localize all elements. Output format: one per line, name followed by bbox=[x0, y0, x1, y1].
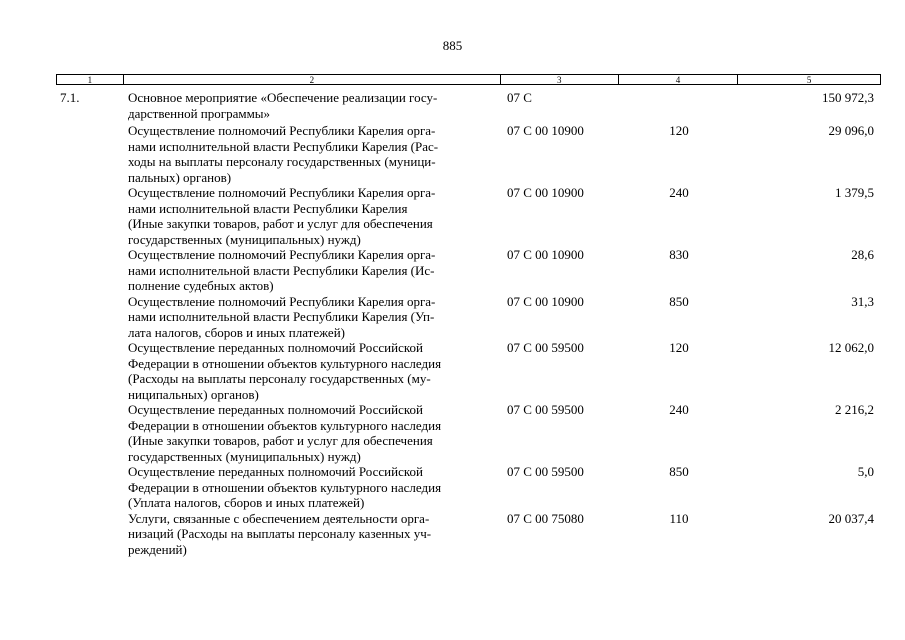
expense-type-code: 240 bbox=[669, 185, 689, 200]
table-row bbox=[56, 511, 881, 558]
description-line: нами исполнительной власти Республики Карелия bbox=[128, 200, 408, 216]
description-line: реждений) bbox=[128, 541, 187, 557]
description-line: Федерации в отношении объектов культурного наследия bbox=[128, 479, 442, 495]
expense-type-code: 240 bbox=[669, 402, 689, 417]
expense-type-code: 120 bbox=[669, 123, 689, 138]
expense-type-code: 110 bbox=[669, 510, 689, 526]
expense-type-code: 120 bbox=[669, 340, 689, 355]
row-description bbox=[128, 123, 496, 185]
target-article-code: 07 С 00 10900 bbox=[507, 293, 584, 309]
amount: 2 216,2 bbox=[835, 402, 874, 417]
row-description bbox=[128, 402, 496, 464]
description-line: государственных (муниципальных) нужд) bbox=[128, 231, 361, 247]
description-line: Федерации в отношении объектов культурного наследия bbox=[128, 417, 442, 433]
amount: 31,3 bbox=[851, 293, 874, 309]
target-article-code: 07 С 00 59500 bbox=[507, 402, 584, 417]
header-col-5: 5 bbox=[806, 75, 812, 85]
description-line: пальных) органов) bbox=[128, 169, 232, 185]
row-description bbox=[128, 464, 496, 511]
target-article-code: 07 С bbox=[507, 90, 532, 105]
table-row bbox=[56, 464, 881, 511]
target-article-code: 07 С 00 10900 bbox=[507, 185, 584, 200]
table-row bbox=[56, 294, 881, 341]
target-article-code: 07 С 00 10900 bbox=[507, 123, 584, 138]
row-description bbox=[128, 511, 496, 558]
header-col-1: 1 bbox=[57, 75, 124, 84]
target-article-code: 07 С 00 59500 bbox=[507, 464, 584, 479]
description-line: Осуществление переданных полномочий Российской bbox=[128, 340, 423, 355]
description-line: Осуществление полномочий Республики Карелия орга- bbox=[128, 247, 436, 262]
description-line: нами исполнительной власти Республики Карелия (Рас- bbox=[128, 138, 439, 154]
description-line: Осуществление переданных полномочий Российской bbox=[128, 464, 423, 479]
description-line: (Иные закупки товаров, работ и услуг для обеспечения bbox=[128, 216, 433, 231]
description-line: ходы на выплаты персоналу государственных (муници- bbox=[128, 154, 436, 169]
row-number: 7.1. bbox=[60, 90, 80, 105]
target-article-code: 07 С 00 75080 bbox=[507, 510, 584, 526]
table-header bbox=[56, 74, 881, 85]
description-line: Осуществление полномочий Республики Карелия орга- bbox=[128, 185, 436, 200]
page-number: 885 bbox=[442, 38, 463, 53]
table-row bbox=[56, 123, 881, 185]
amount: 150 972,3 bbox=[822, 90, 874, 105]
table-body bbox=[56, 90, 881, 557]
amount: 29 096,0 bbox=[828, 123, 874, 138]
description-line: (Уплата налогов, сборов и иных платежей) bbox=[128, 495, 365, 510]
description-line: полнение судебных актов) bbox=[128, 278, 274, 293]
description-line: Осуществление полномочий Республики Карелия орга- bbox=[128, 293, 436, 309]
target-article-code: 07 С 00 10900 bbox=[507, 247, 584, 262]
table-row bbox=[56, 247, 881, 294]
expense-type-code: 850 bbox=[669, 464, 689, 479]
description-line: Федерации в отношении объектов культурного наследия bbox=[128, 355, 442, 371]
description-line: (Расходы на выплаты персоналу государственных (му- bbox=[128, 371, 431, 386]
amount: 20 037,4 bbox=[828, 510, 874, 526]
table-row bbox=[56, 402, 881, 464]
table-row bbox=[56, 90, 881, 123]
amount: 28,6 bbox=[851, 247, 874, 262]
row-description bbox=[128, 90, 496, 121]
description-line: ниципальных) органов) bbox=[128, 386, 259, 402]
amount: 1 379,5 bbox=[835, 185, 874, 200]
description-line: Основное мероприятие «Обеспечение реализации госу- bbox=[128, 90, 438, 105]
description-line: нами исполнительной власти Республики Карелия (Ис- bbox=[128, 262, 435, 278]
expense-type-code: 850 bbox=[669, 293, 689, 309]
table-row bbox=[56, 340, 881, 402]
description-line: дарственной программы» bbox=[128, 105, 271, 121]
description-line: нами исполнительной власти Республики Карелия (Уп- bbox=[128, 309, 435, 324]
header-col-4: 4 bbox=[619, 75, 739, 84]
description-line: низаций (Расходы на выплаты персоналу казенных уч- bbox=[128, 526, 432, 541]
amount: 12 062,0 bbox=[828, 340, 874, 355]
description-line: (Иные закупки товаров, работ и услуг для обеспечения bbox=[128, 433, 433, 448]
row-description bbox=[128, 294, 496, 341]
header-col-3: 3 bbox=[501, 75, 619, 84]
amount: 5,0 bbox=[857, 464, 874, 479]
description-line: Услуги, связанные с обеспечением деятельности орга- bbox=[128, 510, 430, 526]
description-line: государственных (муниципальных) нужд) bbox=[128, 448, 361, 464]
row-description bbox=[128, 340, 496, 402]
description-line: Осуществление переданных полномочий Российской bbox=[128, 402, 423, 417]
row-description bbox=[128, 247, 496, 294]
table-row bbox=[56, 185, 881, 247]
description-line: Осуществление полномочий Республики Карелия орга- bbox=[128, 123, 436, 138]
target-article-code: 07 С 00 59500 bbox=[507, 340, 584, 355]
description-line: лата налогов, сборов и иных платежей) bbox=[128, 324, 345, 340]
expense-type-code: 830 bbox=[669, 247, 689, 262]
row-description bbox=[128, 185, 496, 247]
header-col-2: 2 bbox=[124, 75, 501, 84]
